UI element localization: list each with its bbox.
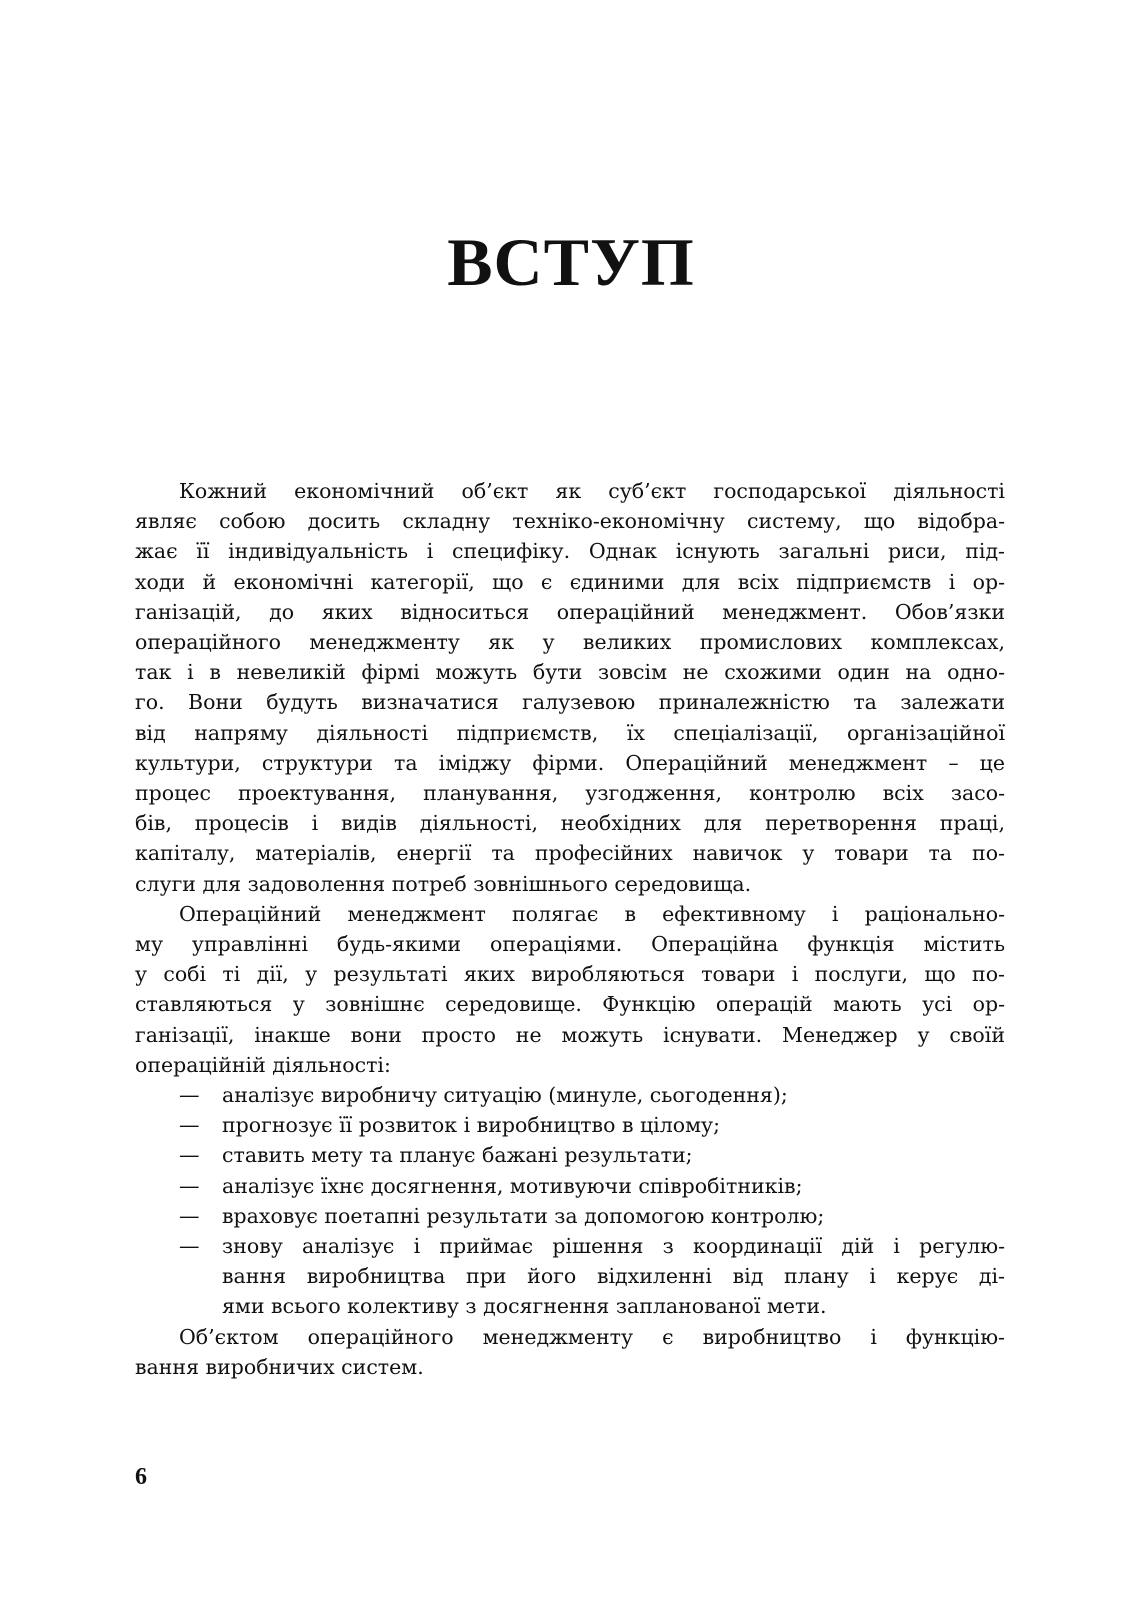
text-line: процес проектування, планування, узгодження, контролю всіх засо- bbox=[135, 781, 1005, 806]
dash-bullet: — bbox=[179, 1234, 200, 1259]
list-item bbox=[135, 1171, 1005, 1201]
body-text bbox=[135, 476, 1005, 1382]
dash-bullet: — bbox=[179, 1173, 200, 1198]
paragraph-3 bbox=[135, 1322, 1005, 1382]
text-line: операційній діяльності: bbox=[135, 1052, 391, 1077]
list-item bbox=[135, 1140, 1005, 1170]
dash-bullet: — bbox=[179, 1113, 200, 1138]
text-line: аналізує їхнє досягнення, мотивуючи співробітників; bbox=[222, 1173, 803, 1198]
paragraph-2 bbox=[135, 899, 1005, 1080]
list-item bbox=[135, 1231, 1005, 1322]
paragraph-1 bbox=[135, 476, 1005, 899]
text-line: ганізацій, до яких відноситься операційний менеджмент. Обов’язки bbox=[135, 599, 1005, 624]
text-line: капіталу, матеріалів, енергії та професійних навичок у товари та по- bbox=[135, 841, 1005, 866]
text-line: Об’єктом операційного менеджменту є виробництво і функцію- bbox=[179, 1324, 1005, 1349]
text-line: ганізації, інакше вони просто не можуть існувати. Менеджер у своїй bbox=[135, 1022, 1005, 1047]
text-line: ями всього колективу з досягнення запланованої мети. bbox=[222, 1294, 827, 1319]
text-line: бів, процесів і видів діяльності, необхідних для перетворення праці, bbox=[135, 811, 1005, 836]
dash-bullet: — bbox=[179, 1083, 200, 1108]
text-line: у собі ті дії, у результаті яких виробляються товари і послуги, що по- bbox=[135, 962, 1005, 987]
text-line: му управлінні будь-якими операціями. Операційна функція містить bbox=[135, 932, 1005, 957]
text-line: слуги для задоволення потреб зовнішнього середовища. bbox=[135, 871, 752, 896]
list-item bbox=[135, 1080, 1005, 1110]
text-line: аналізує виробничу ситуацію (минуле, сьогодення); bbox=[222, 1083, 788, 1108]
chapter-title: ВСТУП bbox=[447, 224, 695, 300]
bullet-list bbox=[135, 1080, 1005, 1322]
text-line: прогнозує її розвиток і виробництво в цілому; bbox=[222, 1113, 721, 1138]
text-line: так і в невеликій фірмі можуть бути зовсім не схожими один на одно- bbox=[135, 660, 1005, 685]
text-line: ходи й економічні категорії, що є єдиними для всіх підприємств і ор- bbox=[135, 569, 1005, 594]
list-item bbox=[135, 1110, 1005, 1140]
text-line: враховує поетапні результати за допомогою контролю; bbox=[222, 1203, 825, 1228]
text-line: знову аналізує і приймає рішення з координації дій і регулю- bbox=[222, 1234, 1005, 1259]
list-item bbox=[135, 1201, 1005, 1231]
text-line: го. Вони будуть визначатися галузевою приналежністю та залежати bbox=[135, 690, 1005, 715]
text-line: являє собою досить складну техніко-економічну систему, що відобра- bbox=[135, 509, 1005, 534]
text-line: ставить мету та планує бажані результати; bbox=[222, 1143, 693, 1168]
text-line: вання виробничих систем. bbox=[135, 1354, 424, 1379]
text-line: Операційний менеджмент полягає в ефективному і раціонально- bbox=[179, 901, 1005, 926]
text-line: жає її індивідуальність і специфіку. Однак існують загальні риси, під- bbox=[135, 539, 1005, 564]
text-line: ставляються у зовнішнє середовище. Функцію операцій мають усі ор- bbox=[135, 992, 1005, 1017]
text-line: операційного менеджменту як у великих промислових комплексах, bbox=[135, 630, 1005, 655]
text-line: вання виробництва при його відхиленні від плану і керує ді- bbox=[222, 1264, 1005, 1289]
text-line: культури, структури та іміджу фірми. Операційний менеджмент – це bbox=[135, 750, 1005, 775]
dash-bullet: — bbox=[179, 1203, 200, 1228]
text-line: Кожний економічний об’єкт як суб’єкт господарської діяльності bbox=[179, 479, 1005, 503]
dash-bullet: — bbox=[179, 1143, 200, 1168]
text-line: від напряму діяльності підприємств, їх спеціалізації, організаційної bbox=[135, 720, 1005, 745]
page-number: 6 bbox=[135, 1464, 147, 1490]
